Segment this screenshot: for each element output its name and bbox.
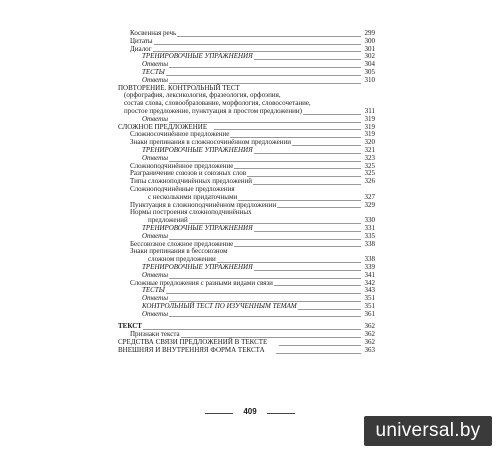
toc-entry-title: Ответы [142, 60, 168, 69]
toc-entry-title: Знаки препинания в бессоюзном [130, 247, 228, 256]
toc-entry [118, 209, 375, 225]
toc-page-number: 302 [364, 52, 375, 61]
dot-leader [254, 231, 361, 232]
toc-entry-title: (орфография, лексикология, фразеология, орфоэпия, [124, 91, 281, 100]
toc-entry-title: Знаки препинания в сложносочинённом предложении [130, 138, 291, 147]
dot-leader [298, 309, 361, 310]
toc-page-number: 311 [364, 106, 375, 115]
dot-leader [169, 67, 361, 68]
toc-page-number: 304 [364, 60, 375, 69]
toc-entry-title: Типы сложноподчинённых предложений [130, 177, 252, 186]
toc-page-number: 305 [364, 67, 375, 76]
toc-entry-title: ТРЕНИРОВОЧНЫЕ УПРАЖНЕНИЯ [142, 223, 253, 232]
toc-entry-title: простое предложение, пунктуация в простом предложении) [124, 106, 302, 115]
footer-rule-right [267, 413, 295, 414]
dot-leader [169, 316, 361, 317]
dot-leader [254, 153, 361, 154]
toc-entry [118, 347, 375, 355]
toc-entry-title: Ответы [142, 270, 168, 279]
toc-entry-title: КОНТРОЛЬНЫЙ ТЕСТ ПО ИЗУЧЕННЫМ ТЕМАМ [142, 301, 297, 310]
toc-page-number: 362 [364, 330, 375, 339]
toc-entry-title: Разграничение союзов и союзных слов [130, 169, 247, 178]
toc-entry-title: Диалог [130, 44, 152, 53]
dot-leader [214, 129, 361, 130]
dot-leader [276, 353, 361, 354]
toc-page-number: 343 [364, 286, 375, 295]
dot-leader [166, 75, 361, 76]
toc-entry-title: Признаки текста [130, 330, 180, 339]
toc-page-number: 327 [364, 192, 375, 201]
dot-leader [247, 176, 361, 177]
toc-page-number: 301 [364, 44, 375, 53]
toc-entry-title: ТЕСТЫ [142, 67, 165, 76]
dot-leader [234, 168, 361, 169]
toc-entry-title: ТРЕНИРОВОЧНЫЕ УПРАЖНЕНИЯ [142, 52, 253, 61]
toc-entry-title: Цитаты [130, 36, 153, 45]
toc-page-number: 321 [364, 145, 375, 154]
toc-page-number: 319 [364, 122, 375, 131]
toc-entry-title: Ответы [142, 309, 168, 318]
toc-entry-title: Косвенная речь [130, 29, 177, 37]
toc-page-number: 342 [364, 278, 375, 287]
dot-leader [234, 246, 361, 247]
toc-page-number: 319 [364, 114, 375, 123]
toc-page-number: 351 [364, 294, 375, 303]
toc-entry-title: сложном предложении [148, 255, 216, 264]
dot-leader [303, 114, 361, 115]
toc-entry-title: предложений [148, 216, 188, 225]
toc-page-number: 310 [364, 75, 375, 84]
toc-page-number: 338 [364, 239, 375, 248]
toc-entry [118, 248, 375, 264]
toc-page-number: 363 [364, 345, 375, 354]
toc-entry-title: Ответы [142, 231, 168, 240]
toc-page-number: 362 [364, 322, 375, 331]
dot-leader [274, 285, 361, 286]
toc-entry-title: Сложносочинённое предложение [130, 130, 230, 139]
dot-leader [277, 207, 361, 208]
toc-entry-title: СРЕДСТВА СВЯЗИ ПРЕДЛОЖЕНИЙ В ТЕКСТЕ [118, 338, 268, 347]
toc-entry-title: СЛОЖНОЕ ПРЕДЛОЖЕНИЕ [118, 122, 208, 131]
toc-page-number: 325 [364, 169, 375, 178]
toc-entry-title: Сложноподчинённые предложения [130, 184, 235, 193]
toc-page-number: 319 [364, 130, 375, 139]
toc-entry [118, 85, 375, 116]
toc-entry-title: Сложные предложения с разными видами связи [130, 278, 273, 287]
toc-entry-title: ТРЕНИРОВОЧНЫЕ УПРАЖНЕНИЯ [142, 262, 253, 271]
toc-entry-title: Нормы построения сложноподчинённых [130, 208, 252, 217]
table-of-contents [118, 30, 375, 355]
toc-entry-title: состав слова, словообразование, морфология, словосочетание, [124, 99, 311, 108]
toc-page-number: 361 [364, 309, 375, 318]
toc-page-number: 330 [364, 216, 375, 225]
toc-page-number: 341 [364, 270, 375, 279]
toc-entry-title: Бессоюзное сложное предложение [130, 239, 234, 248]
dot-leader [254, 270, 361, 271]
toc-entry-title: ПОВТОРЕНИЕ. КОНТРОЛЬНЫЙ ТЕСТ [118, 83, 240, 92]
dot-leader [154, 44, 361, 45]
toc-entry-title: Ответы [142, 153, 168, 162]
toc-entry-title: Пунктуация в сложноподчинённом предложении [130, 200, 277, 209]
dot-leader [279, 345, 361, 346]
toc-page-number: 300 [364, 36, 375, 45]
toc-entry-title: Сложноподчинённое предложение [130, 161, 234, 170]
toc-entry-title: ВНЕШНЯЯ И ВНУТРЕННЯЯ ФОРМА ТЕКСТА [118, 345, 265, 354]
toc-entry [118, 311, 375, 319]
toc-entry-title: ТЕКСТ [118, 322, 142, 331]
toc-entry [118, 30, 375, 38]
dot-leader [253, 184, 361, 185]
toc-page-number: 299 [364, 29, 375, 37]
toc-page-number: 325 [364, 161, 375, 170]
toc-page-number: 339 [364, 262, 375, 271]
dot-leader [254, 59, 361, 60]
dot-leader [166, 293, 361, 294]
dot-leader [177, 36, 361, 37]
watermark-badge: universal.by [364, 416, 492, 446]
toc-page-number: 326 [364, 177, 375, 186]
toc-page-number: 329 [364, 200, 375, 209]
toc-entry [118, 38, 375, 46]
toc-page-number: 320 [364, 138, 375, 147]
toc-entry-title: ТЕСТЫ [142, 286, 165, 295]
toc-entry-title: Ответы [142, 294, 168, 303]
toc-page-number: 351 [364, 301, 375, 310]
toc-entry-title: ТРЕНИРОВОЧНЫЕ УПРАЖНЕНИЯ [142, 145, 253, 154]
toc-page-number: 323 [364, 153, 375, 162]
toc-page-number: 362 [364, 338, 375, 347]
toc-entry-title: с несколькими придаточными [148, 192, 238, 201]
toc-entry [118, 186, 375, 202]
toc-page-number: 331 [364, 223, 375, 232]
dot-leader [292, 145, 361, 146]
toc-entry-title: Ответы [142, 114, 168, 123]
toc-entry-title: Ответы [142, 75, 168, 84]
toc-page-number: 335 [364, 231, 375, 240]
toc-page-number: 338 [364, 255, 375, 264]
page-number: 409 [243, 407, 257, 416]
